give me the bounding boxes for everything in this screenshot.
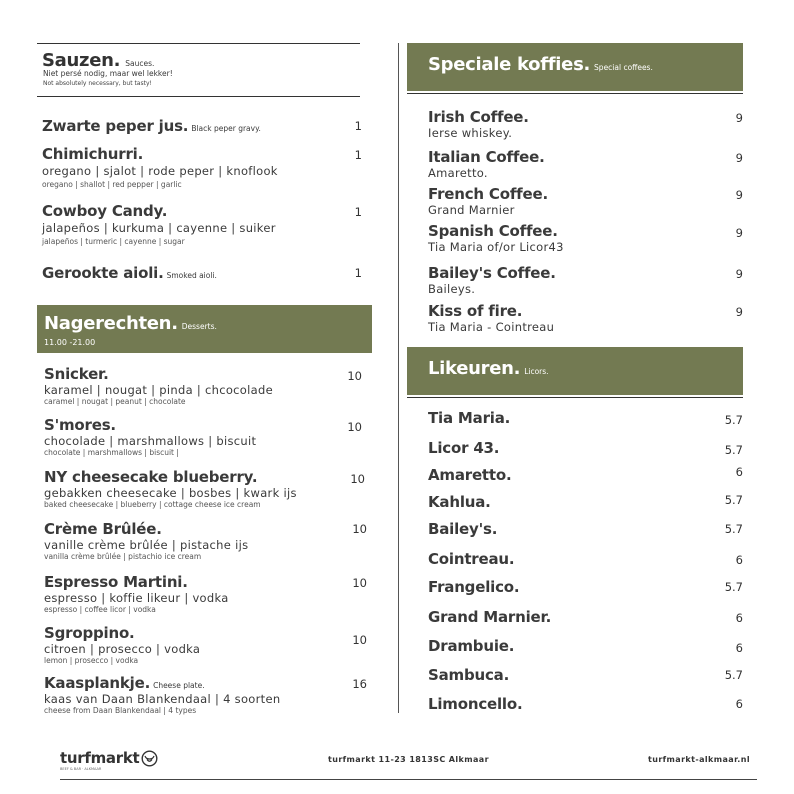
nagerechten-hours: 11.00 -21.00 [44, 338, 96, 347]
item-price: 1 [354, 205, 362, 219]
item-price: 1 [354, 148, 362, 162]
dessert-item [44, 468, 297, 509]
sauzen-subtitle: Sauces. [125, 59, 155, 68]
licor-name: Limoncello. [428, 695, 523, 713]
coffee-item [428, 264, 556, 296]
sauce-item [42, 263, 217, 282]
sauzen-header [42, 50, 154, 71]
dessert-item [44, 573, 229, 614]
koffies-band [407, 43, 743, 91]
item-price: 10 [347, 369, 362, 383]
licor-name: Amaretto. [428, 466, 512, 484]
item-sub: caramel | nougat | peanut | chocolate [44, 397, 186, 406]
item-price: 10 [350, 472, 365, 486]
koffies-subtitle: Special coffees. [594, 63, 653, 72]
licor-price: 6 [735, 611, 743, 625]
item-name: Espresso Martini. [44, 573, 188, 591]
top-rule-left [37, 43, 360, 44]
item-desc: Grand Marnier [428, 203, 515, 217]
column-divider [398, 43, 399, 713]
item-name: French Coffee. [428, 185, 548, 203]
dessert-item [44, 520, 248, 561]
item-desc: Tia Maria - Cointreau [428, 320, 555, 334]
sauce-item [42, 145, 278, 189]
item-desc: gebakken cheesecake | bosbes | kwark ijs [44, 486, 297, 500]
item-desc: jalapeños | kurkuma | cayenne | suiker [42, 221, 276, 235]
licor-price: 5.7 [724, 443, 743, 457]
item-name: S'mores. [44, 416, 116, 434]
coffee-item [428, 185, 548, 217]
item-name: NY cheesecake blueberry. [44, 468, 258, 486]
item-name: Chimichurri. [42, 145, 144, 163]
item-desc: kaas van Daan Blankendaal | 4 soorten [44, 692, 281, 706]
sauce-item [42, 202, 276, 246]
item-tag: Smoked aioli. [166, 271, 217, 280]
koffies-rule [407, 93, 743, 94]
item-name: Crème Brûlée. [44, 520, 162, 538]
item-price: 10 [352, 633, 367, 647]
item-sub: vanilla crème brûlée | pistachio ice cream [44, 552, 202, 561]
bull-icon [141, 750, 158, 767]
coffee-item [428, 108, 529, 140]
sauzen-rule [37, 96, 360, 97]
coffee-item [428, 222, 564, 254]
sauce-item [42, 116, 261, 135]
item-sub: lemon | prosecco | vodka [44, 656, 139, 665]
dessert-item [44, 673, 280, 715]
item-name: Bailey's Coffee. [428, 264, 556, 282]
licor-price: 5.7 [724, 493, 743, 507]
licor-name: Licor 43. [428, 439, 500, 457]
nagerechten-subtitle: Desserts. [181, 322, 217, 331]
footer-website[interactable]: turfmarkt-alkmaar.nl [648, 755, 750, 764]
likeuren-subtitle: Licors. [524, 367, 549, 376]
nagerechten-band [37, 305, 372, 353]
sauzen-title: Sauzen. [42, 50, 121, 71]
item-tag: Black peper gravy. [191, 124, 261, 133]
item-name: Gerookte aioli. [42, 264, 164, 282]
item-sub: cheese from Daan Blankendaal | 4 types [44, 706, 197, 715]
item-desc: espresso | koffie likeur | vodka [44, 591, 229, 605]
item-price: 10 [352, 522, 367, 536]
item-price: 9 [735, 111, 743, 125]
item-price: 10 [352, 576, 367, 590]
licor-price: 5.7 [724, 668, 743, 682]
licor-name: Bailey's. [428, 520, 498, 538]
item-name: Sgroppino. [44, 624, 135, 642]
item-desc: karamel | nougat | pinda | chcocolade [44, 383, 273, 397]
item-name: Zwarte peper jus. [42, 117, 189, 135]
likeuren-band [407, 347, 743, 395]
licor-price: 5.7 [724, 580, 743, 594]
item-name: Cowboy Candy. [42, 202, 168, 220]
item-desc: vanille crème brûlée | pistache ijs [44, 538, 249, 552]
item-name: Italian Coffee. [428, 148, 545, 166]
item-price: 9 [735, 305, 743, 319]
item-sub: oregano | shallot | red pepper | garlic [42, 180, 182, 189]
item-sub: chocolate | marshmallows | biscuit | [44, 448, 179, 457]
licor-price: 5.7 [724, 522, 743, 536]
item-desc: Ierse whiskey. [428, 126, 513, 140]
item-price: 1 [354, 119, 362, 133]
item-price: 9 [735, 151, 743, 165]
licor-name: Grand Marnier. [428, 608, 552, 626]
koffies-title: Speciale koffies. [428, 54, 591, 75]
item-price: 9 [735, 267, 743, 281]
coffee-item [428, 148, 545, 180]
licor-name: Frangelico. [428, 578, 520, 596]
item-desc: Baileys. [428, 282, 476, 296]
item-desc: Tia Maria of/or Licor43 [428, 240, 564, 254]
item-name: Irish Coffee. [428, 108, 529, 126]
sauzen-note-en: Not absolutely necessary, but tasty! [43, 80, 152, 87]
sauzen-note-nl: Niet persé nodig, maar wel lekker! [43, 69, 173, 78]
item-sub: baked cheesecake | blueberry | cottage cheese ice cream [44, 500, 261, 509]
item-name: Kaasplankje. [44, 674, 151, 692]
item-price: 16 [352, 677, 367, 691]
footer-rule [60, 779, 757, 780]
dessert-item [44, 365, 273, 406]
licor-name: Kahlua. [428, 493, 491, 511]
item-sub: jalapeños | turmeric | cayenne | sugar [42, 237, 185, 246]
item-desc: citroen | prosecco | vodka [44, 642, 201, 656]
item-price: 9 [735, 226, 743, 240]
item-price: 9 [735, 188, 743, 202]
footer-logo [60, 749, 158, 771]
licor-name: Drambuie. [428, 637, 515, 655]
likeuren-title: Likeuren. [428, 358, 521, 379]
item-desc: chocolade | marshmallows | biscuit [44, 434, 257, 448]
item-price: 1 [354, 266, 362, 280]
item-name: Snicker. [44, 365, 109, 383]
item-name: Spanish Coffee. [428, 222, 558, 240]
licor-price: 5.7 [724, 413, 743, 427]
licor-price: 6 [735, 641, 743, 655]
item-desc: oregano | sjalot | rode peper | knoflook [42, 164, 278, 178]
licor-name: Tia Maria. [428, 409, 511, 427]
item-desc: Amaretto. [428, 166, 488, 180]
logo-tagline: BEEF & BAR · ALKMAAR [60, 767, 102, 771]
logo-wordmark: turfmarkt [60, 749, 140, 767]
dessert-item [44, 416, 256, 457]
licor-price: 6 [735, 553, 743, 567]
footer-address: turfmarkt 11-23 1813SC Alkmaar [328, 755, 489, 764]
item-price: 10 [347, 420, 362, 434]
licor-price: 6 [735, 697, 743, 711]
coffee-item [428, 302, 554, 334]
nagerechten-title: Nagerechten. [44, 313, 178, 334]
item-tag: Cheese plate. [153, 681, 205, 690]
dessert-item [44, 624, 200, 665]
item-name: Kiss of fire. [428, 302, 523, 320]
licor-name: Sambuca. [428, 666, 510, 684]
licor-name: Cointreau. [428, 550, 515, 568]
licor-price: 6 [735, 465, 743, 479]
likeuren-rule [407, 397, 743, 398]
item-sub: espresso | coffee licor | vodka [44, 605, 156, 614]
